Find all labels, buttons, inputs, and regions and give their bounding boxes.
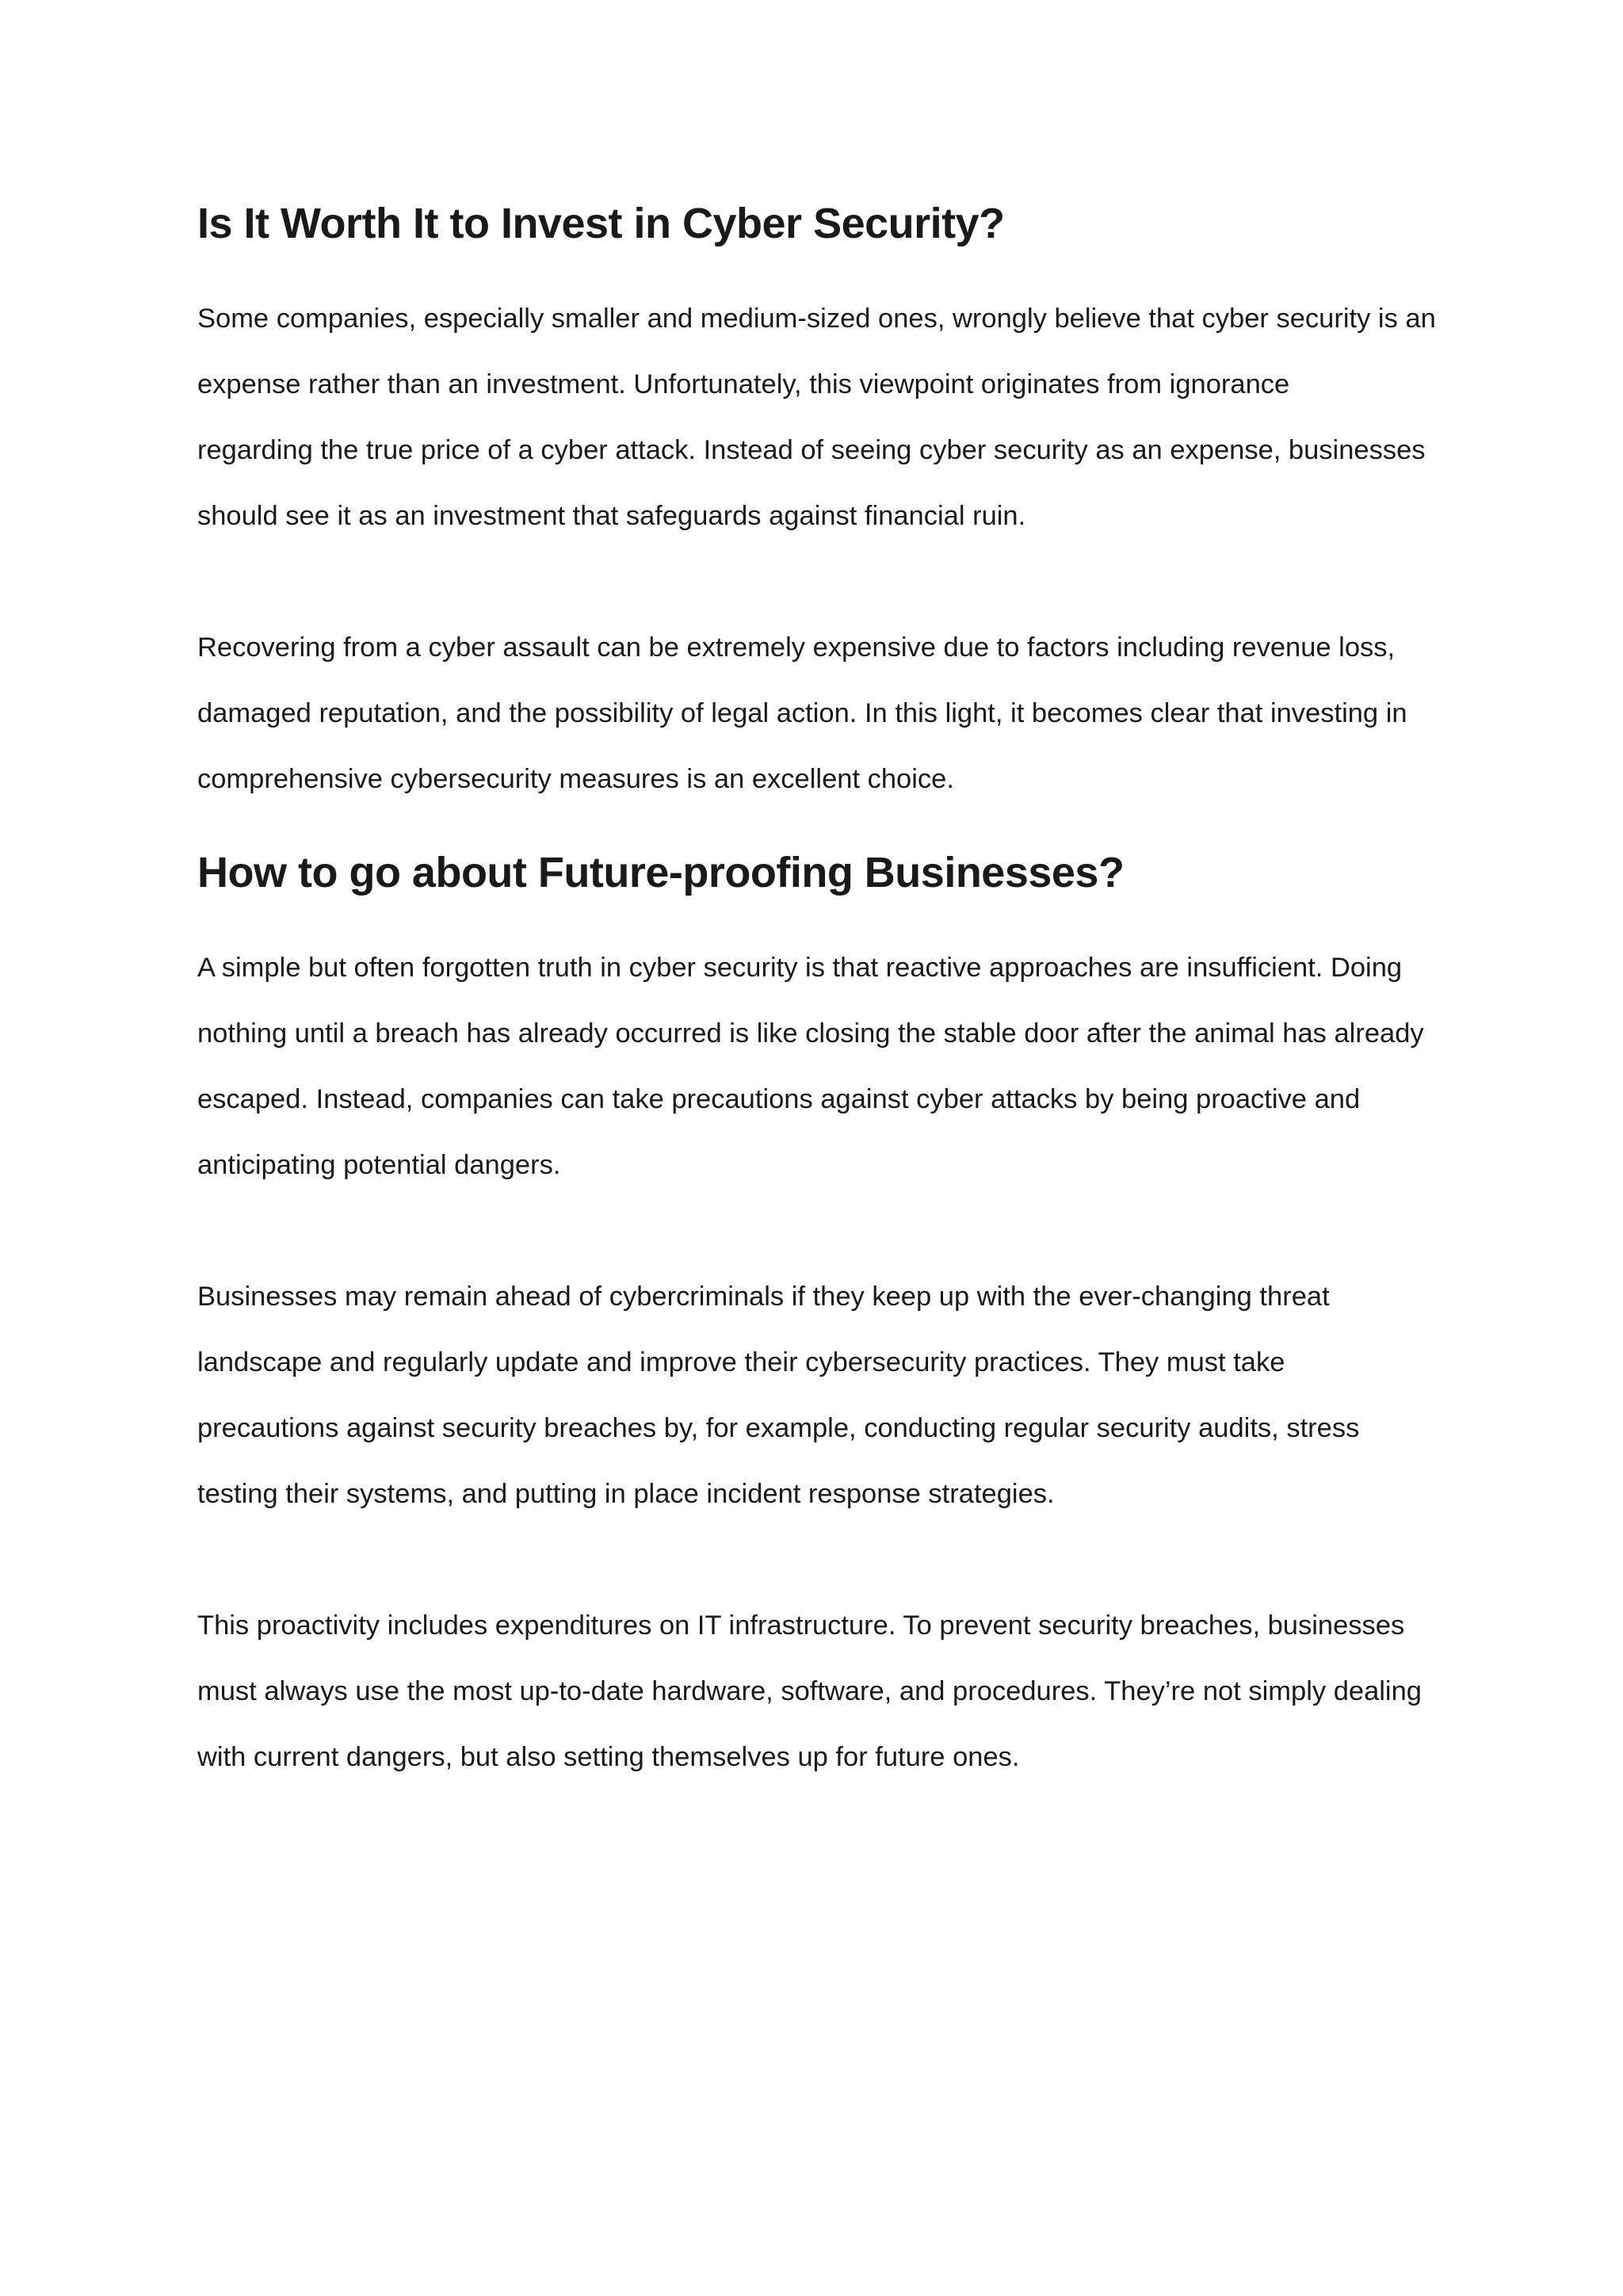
text-line: must always use the most up-to-date hardware, software, and procedures. They’re not simply dealing <box>197 1675 1422 1706</box>
paragraph <box>197 935 1449 1198</box>
section-heading: Is It Worth It to Invest in Cyber Security? <box>197 200 1005 247</box>
paragraph <box>197 1593 1449 1790</box>
text-line: Businesses may remain ahead of cybercriminals if they keep up with the ever-changing threat <box>197 1281 1330 1312</box>
section-heading: How to go about Future-proofing Businesses? <box>197 848 1125 896</box>
text-line: precautions against security breaches by, for example, conducting regular security audits, stress <box>197 1412 1360 1443</box>
text-line: anticipating potential dangers. <box>197 1149 561 1180</box>
text-line: Some companies, especially smaller and medium-sized ones, wrongly believe that cyber security is an <box>197 303 1436 334</box>
text-line: regarding the true price of a cyber attack. Instead of seeing cyber security as an expense, businesses <box>197 434 1426 465</box>
text-line: Recovering from a cyber assault can be extremely expensive due to factors including revenue loss, <box>197 632 1396 663</box>
text-line: with current dangers, but also setting themselves up for future ones. <box>197 1741 1020 1772</box>
text-line: should see it as an investment that safeguards against financial ruin. <box>197 500 1026 531</box>
text-line: escaped. Instead, companies can take precautions against cyber attacks by being proactive and <box>197 1083 1361 1114</box>
text-line: landscape and regularly update and improve their cybersecurity practices. They must take <box>197 1347 1285 1377</box>
text-line: This proactivity includes expenditures on IT infrastructure. To prevent security breaches, businesses <box>197 1610 1405 1641</box>
text-line: comprehensive cybersecurity measures is an excellent choice. <box>197 763 954 794</box>
text-line: testing their systems, and putting in place incident response strategies. <box>197 1478 1055 1509</box>
paragraph <box>197 286 1449 549</box>
paragraph <box>197 1264 1449 1527</box>
text-line: expense rather than an investment. Unfortunately, this viewpoint originates from ignorance <box>197 369 1290 399</box>
text-line: damaged reputation, and the possibility of legal action. In this light, it becomes clear that investing in <box>197 697 1407 728</box>
text-line: nothing until a breach has already occurred is like closing the stable door after the animal has already <box>197 1018 1424 1049</box>
text-line: A simple but often forgotten truth in cyber security is that reactive approaches are insufficient. Doing <box>197 952 1403 983</box>
document-page <box>197 198 1449 1790</box>
paragraph <box>197 615 1449 812</box>
